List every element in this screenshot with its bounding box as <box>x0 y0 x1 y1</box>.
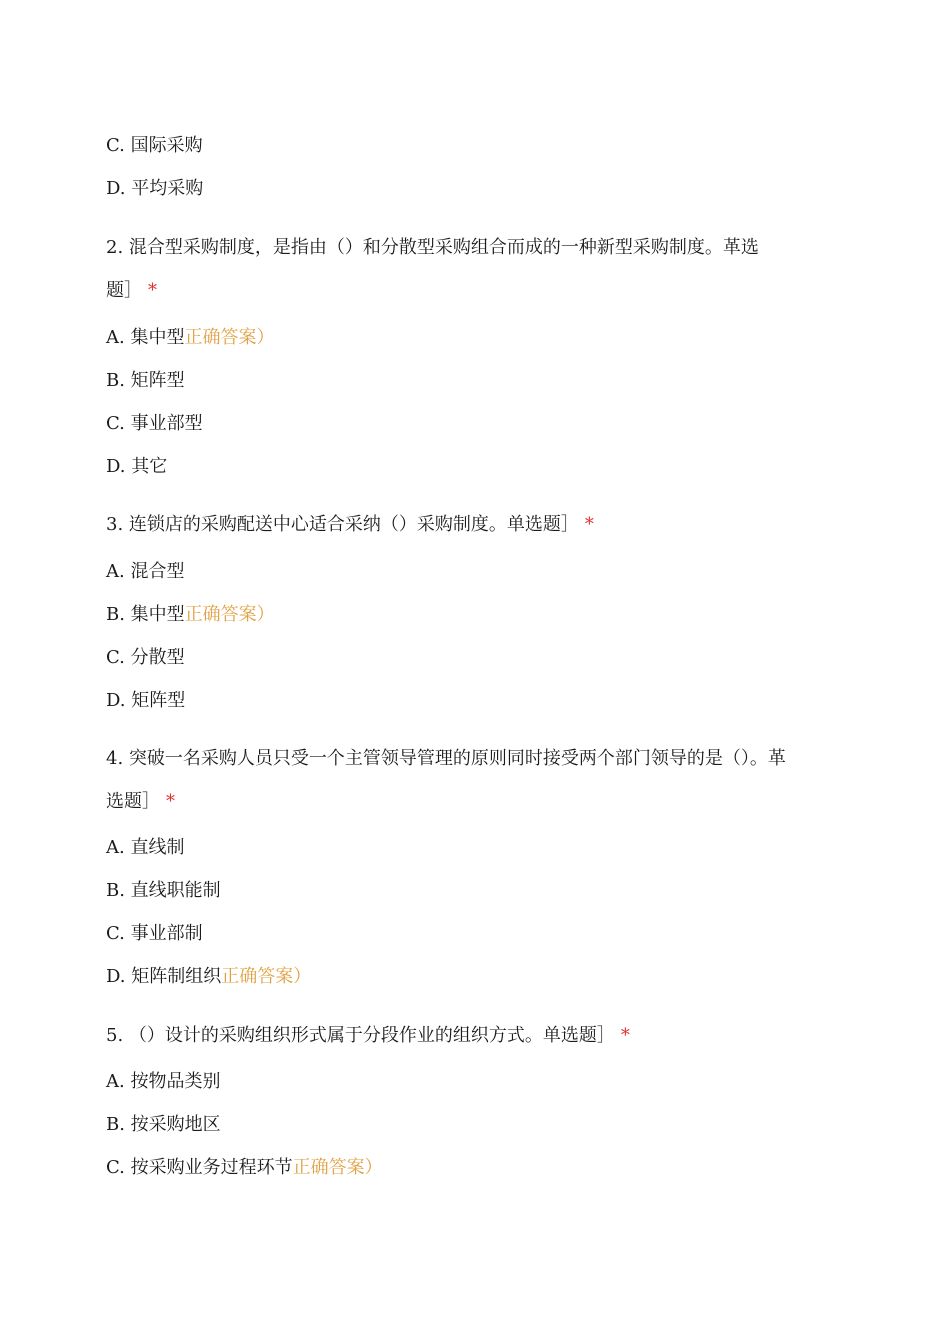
question-4-stem-line1 <box>106 747 786 771</box>
option-text: A. 直线制 <box>106 837 185 858</box>
option-text: C. 国际采购 <box>106 135 203 156</box>
correct-answer-tag: 正确答案） <box>221 966 312 987</box>
question-text: 2. 混合型采购制度，是指由（）和分散型采购组合而成的一种新型采购制度。革选 <box>106 237 759 258</box>
question-text: 4. 突破一名采购人员只受一个主管领导管理的原则同时接受两个部门领导的是（）。革 <box>106 748 786 769</box>
correct-answer-tag: 正确答案） <box>184 327 275 348</box>
option-q4-c[interactable] <box>106 922 203 946</box>
question-3-stem <box>106 513 594 537</box>
option-text: D. 矩阵型 <box>106 690 186 711</box>
option-q2-a[interactable] <box>106 326 274 350</box>
option-text: B. 直线职能制 <box>106 880 221 901</box>
option-text: C. 分散型 <box>106 647 185 668</box>
option-text: A. 按物品类别 <box>106 1071 221 1092</box>
question-2-stem-line1 <box>106 236 759 260</box>
question-text: 5. （）设计的采购组织形式属于分段作业的组织方式。单选题］ <box>106 1025 615 1046</box>
required-mark: * <box>166 791 175 812</box>
required-mark: * <box>620 1025 630 1046</box>
required-mark: * <box>584 514 594 535</box>
option-q3-d[interactable] <box>106 689 185 713</box>
option-q2-d[interactable] <box>106 455 167 479</box>
option-q2-b[interactable] <box>106 369 185 393</box>
option-q5-c[interactable] <box>106 1156 383 1180</box>
required-mark: * <box>148 280 157 301</box>
option-text: D. 其它 <box>106 456 168 477</box>
option-q1-d[interactable] <box>106 177 203 201</box>
question-text: 题］ <box>106 280 142 301</box>
option-q2-c[interactable] <box>106 412 203 436</box>
question-4-stem-line2 <box>106 790 175 814</box>
option-text: B. 矩阵型 <box>106 370 185 391</box>
option-text: C. 事业部型 <box>106 413 203 434</box>
option-text: C. 按采购业务过程环节 <box>106 1157 293 1178</box>
option-q3-a[interactable] <box>106 560 184 584</box>
option-text: A. 混合型 <box>106 561 185 582</box>
option-text: A. 集中型 <box>106 327 185 348</box>
option-q4-d[interactable] <box>106 965 311 989</box>
option-q4-a[interactable] <box>106 836 184 860</box>
option-q1-c[interactable] <box>106 134 203 158</box>
question-2-stem-line2 <box>106 279 157 303</box>
option-text: D. 矩阵制组织 <box>106 966 222 987</box>
correct-answer-tag: 正确答案） <box>292 1157 383 1178</box>
option-q5-a[interactable] <box>106 1070 220 1094</box>
option-q3-b[interactable] <box>106 603 275 627</box>
option-q4-b[interactable] <box>106 879 221 903</box>
option-text: D. 平均采购 <box>106 178 204 199</box>
option-q3-c[interactable] <box>106 646 185 670</box>
question-5-stem <box>106 1024 630 1048</box>
question-text: 3. 连锁店的采购配送中心适合采纳（）采购制度。单选题］ <box>106 514 579 535</box>
question-text: 选题］ <box>106 791 160 812</box>
option-text: B. 集中型 <box>106 604 185 625</box>
option-q5-b[interactable] <box>106 1113 221 1137</box>
option-text: B. 按采购地区 <box>106 1114 221 1135</box>
correct-answer-tag: 正确答案） <box>184 604 275 625</box>
option-text: C. 事业部制 <box>106 923 203 944</box>
